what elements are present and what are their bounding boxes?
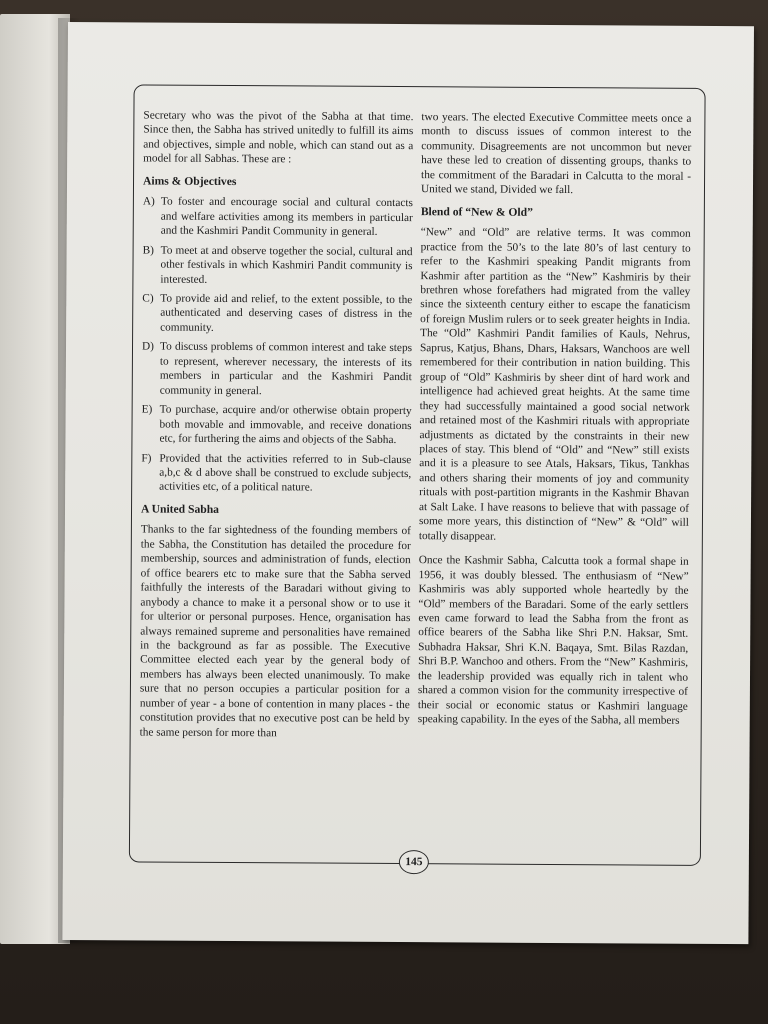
left-intro-paragraph: Secretary who was the pivot of the Sabha at that time. Since then, the Sabha has strived unitedly to fulfill its aims and objectives, simple and noble, which can stand out as a model for all Sabhas. These are : — [143, 109, 414, 166]
right-column — [418, 110, 692, 728]
left-column — [140, 108, 414, 741]
right-intro-paragraph: two years. The elected Executive Committee meets once a month to discuss issues of common interest to the community. Disagreements are not uncommon but never have these led to creation of dissenting groups, thanks to the commitment of the Baradari in Calcutta to the moral - United we stand, Divided we fall. — [420, 111, 692, 197]
aim-label: F) — [141, 451, 152, 465]
aim-item — [142, 243, 412, 288]
blend-heading: Blend of “New & Old” — [420, 204, 533, 219]
book-page — [62, 22, 754, 944]
sabha-history-paragraph: Once the Kashmir Sabha, Calcutta took a formal shape in 1956, it was doubly blessed. The enthusiasm of “New” Kashmiris was ably supported whole heartedly by the “Old” members of the Baradari. Some of the early settlers even came forward to lead the Sabha from the front as office bearers of the Sabha like Shri P.N. Haksar, Smt. Subhadra Haksar, Shri K.N. Baqaya, Smt. Bilas Razdan, Shri B.P. Wanchoo and others. From the “New” Kashmiris, the leadership provided was equally rich in talent who shared a common vision for the community irrespective of their social or economic status or Kashmiri language speaking capability. In the eyes of the Sabha, all members — [417, 554, 689, 727]
blend-paragraph: “New” and “Old” are relative terms. It was common practice from the 50’s to the late 80’s of last century to refer to the Kashmiri speaking Pandit migrants from Kashmir after partition as the “New” Kashmiris by their brethren whose forefathers had migrated from the valley since the sixteenth century either to escape the fanaticism of foreign Muslim rulers or to seek greater heights in India. The “Old” Kashmiri Pandit families of Kauls, Nehrus, Saprus, Katjus, Bhans, Dhars, Haksars, Wanchoos are well remembered for their contribution in nation building. This group of “Old” Kashmiris by sheer dint of hard work and intelligence had achieved great heights. At the same time they had successfully maintained a good social network and retained most of the Kashmiri rituals with appropriate adjustments as dictated by the constraints in their new places of stay. This blend of “Old” and “New” still exists and it is a pleasure to see Atals, Haksars, Tikus, Tankhas and others sharing their moments of joy and community rituals with post-partition migrants in the Kashmir Bhavan at Salt Lake. I have reasons to believe that with passage of some more years, this distinction of “New” & “Old” will totally disappear. — [418, 226, 691, 543]
aim-label: A) — [142, 195, 155, 208]
united-sabha-paragraph: Thanks to the far sightedness of the founding members of the Sabha, the Constitution has detailed the procedure for membership, sources and administration of funds, election of office bearers etc to make sure that the Sabha served faithfully the interests of the Baradari without giving to anybody a chance to make it a personal show or to use it for ulterior or personal purposes. Hence, organisation has always remained supreme and personalities have remained in the background as far as possible. The Executive Committee elected each year by the general body of members has always been elected unanimously. To make sure that no person occupies a particular position for a number of year - a bone of contention in many places - the constitution provides that no executive post can be held by the same person for more than — [139, 523, 411, 739]
aim-label: E) — [141, 403, 153, 416]
aim-text: Provided that the activities referred to in Sub-clause a,b,c & d above shall be construed to exclude subjects, activities etc, of a political nature. — [159, 452, 412, 494]
aim-text: To foster and encourage social and cultural contacts and welfare activities among its members in particular and the Kashmiri Pandit Community in general. — [160, 195, 413, 239]
aim-text: To purchase, acquire and/or otherwise obtain property both movable and immovable, and receive donations etc, for furthering the aims and objects of the Sabha. — [159, 403, 412, 447]
aim-text: To meet at and observe together the social, cultural and other festivals in which Kashmiri Pandit community is interested. — [160, 244, 413, 286]
aim-item — [142, 340, 412, 399]
aim-item — [141, 403, 411, 448]
aim-item — [142, 291, 412, 336]
aim-item — [143, 195, 413, 240]
page-number: 145 — [399, 850, 429, 874]
aim-label: C) — [142, 292, 154, 305]
aim-label: D) — [141, 340, 154, 353]
aim-text: To discuss problems of common interest and take steps to represent, wherever necessary, the interests of its members in particular and the Kashmiri Pandit community in general. — [159, 340, 413, 397]
aim-text: To provide aid and relief, to the extent possible, to the authenticated and deserving cases of distress in the community. — [160, 292, 413, 334]
united-sabha-heading: A United Sabha — [140, 502, 220, 516]
aim-item — [141, 451, 411, 496]
aims-heading: Aims & Objectives — [142, 174, 237, 188]
aim-label: B) — [142, 244, 154, 257]
